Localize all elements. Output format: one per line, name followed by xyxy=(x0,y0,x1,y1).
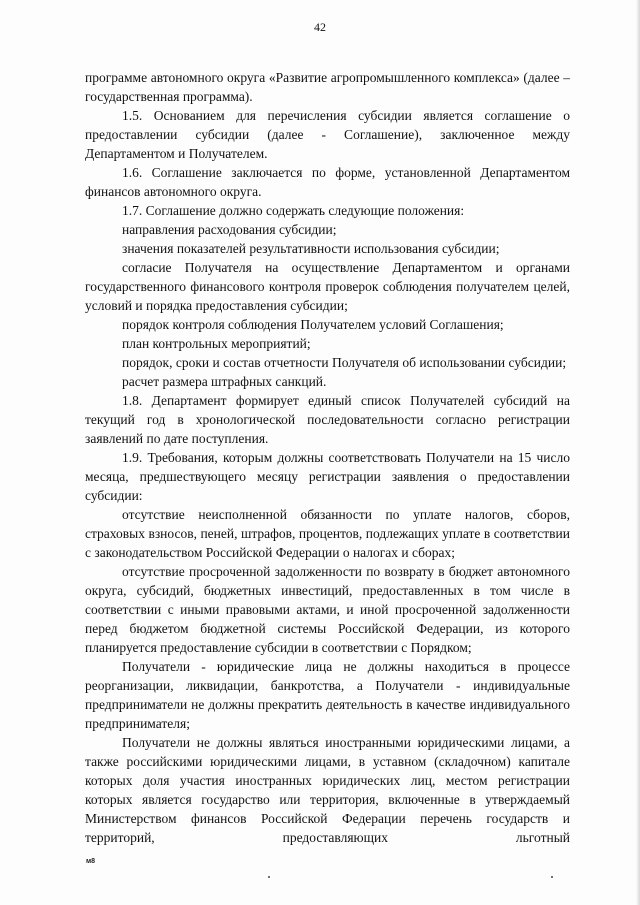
list-item: направления расходования субсидии; xyxy=(122,222,337,237)
paragraph-continuation: программе автономного округа «Развитие агропромышленного комплекса» (далее – государственная программа). xyxy=(85,70,570,104)
list-item: расчет размера штрафных санкций. xyxy=(122,374,327,389)
list-item: согласие Получателя на осуществление Департаментом и органами государственного финансового контроля проверок соблюдения получателем целей, условий и порядка предоставления субсидии; xyxy=(85,260,570,313)
page-number: 42 xyxy=(314,20,326,34)
paragraph-1-9: 1.9. Требования, которым должны соответствовать Получатели на 15 число месяца, предшествующего месяцу регистрации заявления о предоставлении субсидии: xyxy=(85,450,570,503)
list-item: порядок, сроки и состав отчетности Получателя об использовании субсидии; xyxy=(122,355,567,370)
scan-speck xyxy=(551,876,553,878)
list-item: значения показателей результативности использования субсидии; xyxy=(122,241,500,256)
list-item: план контрольных мероприятий; xyxy=(122,336,311,351)
paragraph-1-7: 1.7. Соглашение должно содержать следующие положения: xyxy=(122,203,465,218)
paragraph-1-6: 1.6. Соглашение заключается по форме, установленной Департаментом финансов автономного округа. xyxy=(85,165,570,199)
footer-mark: м8 xyxy=(86,858,96,865)
requirement-item: Получатели не должны являться иностранными юридическими лицами, а также российскими юридическими лицами, в уставном (складочном) капитале которых доля участия иностранных юридических лиц, местом регистрации которых является государство или территория, включенные в утверждаемый Министерством финансов Российской Федерации перечень государств и территорий, предоставляющих льготный xyxy=(85,735,570,845)
paragraph-1-5: 1.5. Основанием для перечисления субсидии является соглашение о предоставлении субсидии (далее - Соглашение), заключенное между Департаментом и Получателем. xyxy=(85,108,570,161)
paragraph-1-8: 1.8. Департамент формирует единый список Получателей субсидий на текущий год в хронологической последовательности согласно регистрации заявлений по дате поступления. xyxy=(85,393,570,446)
requirement-item: Получатели - юридические лица не должны находиться в процессе реорганизации, ликвидации, банкротства, а Получатели - индивидуальные предприниматели не должны прекратить деятельность в качестве индивидуального предпринимателя; xyxy=(85,659,570,731)
list-item: порядок контроля соблюдения Получателем условий Соглашения; xyxy=(122,317,504,332)
scan-edge-shadow xyxy=(636,0,640,905)
scan-speck xyxy=(268,876,270,878)
requirement-item: отсутствие просроченной задолженности по возврату в бюджет автономного округа, субсидий, бюджетных инвестиций, предоставленных в том числе в соответствии с иными правовыми актами, и иной просроченной задолженности перед бюджетом бюджетной системы Российской Федерации, из которого планируется предоставление субсидии в соответствии с Порядком; xyxy=(85,564,570,655)
requirement-item: отсутствие неисполненной обязанности по уплате налогов, сборов, страховых взносов, пеней, штрафов, процентов, подлежащих уплате в соответствии с законодательством Российской Федерации о налогах и сборах; xyxy=(85,507,570,560)
document-body xyxy=(85,68,570,847)
